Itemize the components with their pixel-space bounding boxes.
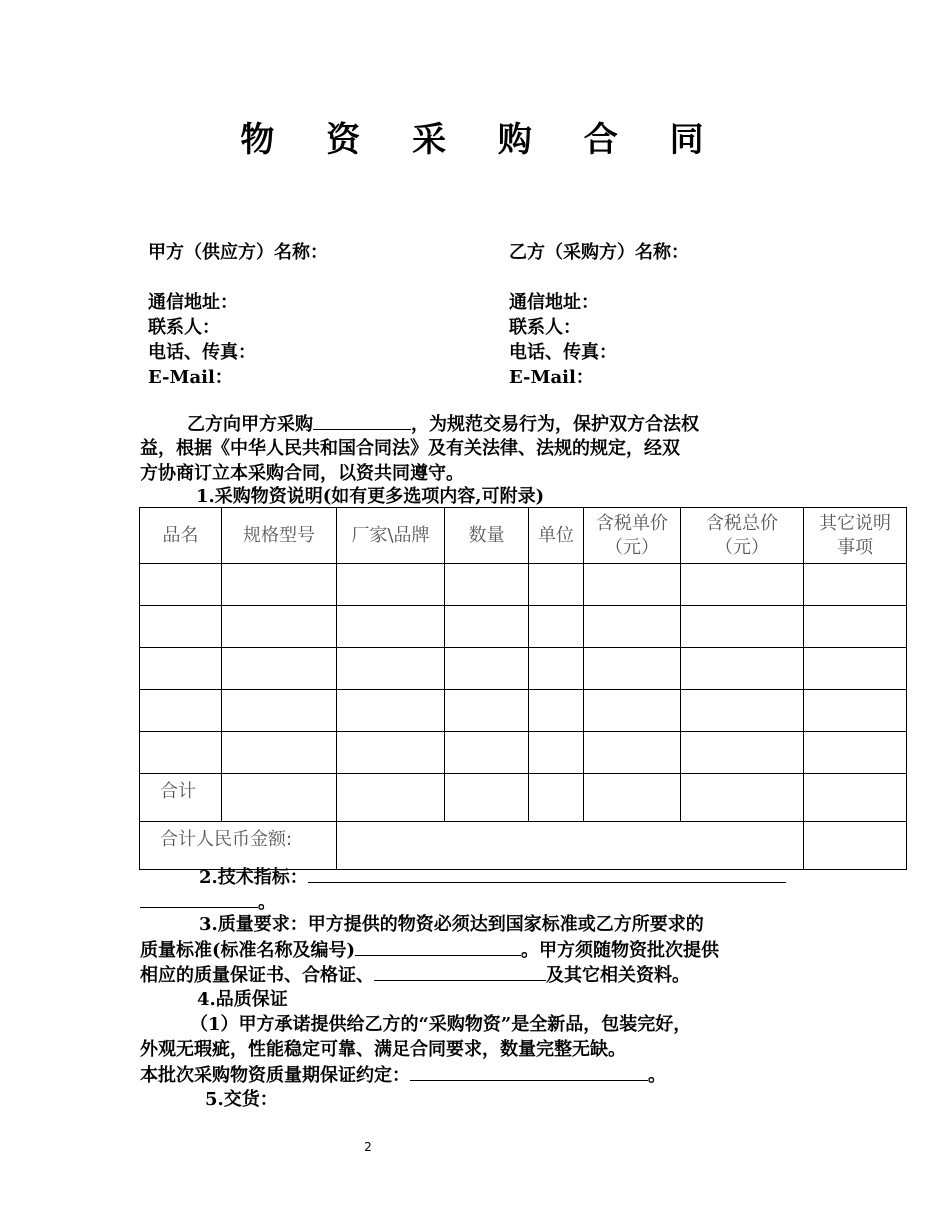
table-cell[interactable] (681, 648, 804, 690)
table-cell[interactable] (584, 648, 681, 690)
header-cell (529, 508, 584, 564)
table-cell[interactable] (445, 648, 529, 690)
table-cell[interactable] (529, 648, 584, 690)
table-cell[interactable] (529, 606, 584, 648)
table-cell[interactable] (445, 606, 529, 648)
table-row (140, 690, 907, 732)
section-3-line-2-end: 。甲方须随物资批次提供 (521, 940, 720, 961)
table-cell[interactable] (337, 606, 445, 648)
table-cell[interactable] (529, 690, 584, 732)
intro-line-3: 方协商订立本采购合同，以资共同遵守。 (140, 463, 464, 484)
header-cell (337, 508, 445, 564)
rmb-total-value-cell[interactable] (337, 822, 804, 870)
header-line-1: 厂家\品牌 (351, 524, 430, 546)
document-title: 物 资 采 购 合 同 (240, 120, 724, 160)
table-cell[interactable] (804, 606, 907, 648)
party-b-address-label: 通信地址： (509, 292, 599, 313)
table-header-row (140, 508, 907, 564)
section-3-line-1: 3.质量要求：甲方提供的物资必须达到国家标准或乙方所要求的 (199, 914, 704, 935)
technical-spec-blank-2[interactable] (140, 889, 258, 908)
table-cell[interactable] (681, 606, 804, 648)
section-4-line-3-start: 本批次采购物资质量期保证约定： (140, 1065, 410, 1086)
table-rmb-total-row (140, 822, 907, 870)
table-cell[interactable] (584, 564, 681, 606)
table-cell[interactable] (681, 690, 804, 732)
table-cell[interactable] (222, 690, 337, 732)
section-5-heading: 5.交货： (205, 1089, 278, 1110)
table-cell[interactable] (222, 774, 337, 822)
section-4-line-3-end: 。 (648, 1065, 666, 1086)
party-a-phone-label: 电话、传真： (148, 342, 256, 363)
table-cell[interactable] (140, 606, 222, 648)
table-cell[interactable] (445, 564, 529, 606)
table-cell[interactable] (337, 564, 445, 606)
intro-line-1 (187, 411, 699, 437)
section-4-line-1: （1）甲方承诺提供给乙方的“采购物资”是全新品，包装完好， (190, 1014, 692, 1035)
table-cell[interactable] (804, 648, 907, 690)
header-line-2: （元） (605, 536, 659, 558)
table-cell[interactable] (337, 690, 445, 732)
table-cell[interactable] (445, 774, 529, 822)
table-cell[interactable] (222, 648, 337, 690)
party-a-email-label: E-Mail： (148, 367, 233, 388)
section-3-line-3-start: 相应的质量保证书、合格证、 (140, 965, 374, 986)
table-cell[interactable] (804, 690, 907, 732)
table-row (140, 648, 907, 690)
table-row (140, 606, 907, 648)
header-cell (584, 508, 681, 564)
party-a-contact-label: 联系人： (148, 317, 220, 338)
table-cell[interactable] (529, 564, 584, 606)
table-cell[interactable] (140, 690, 222, 732)
section-2-end: 。 (258, 892, 276, 913)
table-row (140, 732, 907, 774)
table-cell[interactable] (584, 732, 681, 774)
party-b-name-label: 乙方（采购方）名称： (509, 242, 689, 263)
header-line-1: 数量 (468, 524, 505, 546)
purchase-item-blank[interactable] (313, 411, 411, 430)
intro-line-1-end: ，为规范交易行为，保护双方合法权 (411, 414, 699, 435)
intro-line-2: 益，根据《中华人民共和国合同法》及有关法律、法规的规定，经双 (140, 438, 680, 459)
table-cell[interactable] (337, 774, 445, 822)
header-line-1: 含税总价 (706, 512, 778, 534)
rmb-total-label: 合计人民币金额: (140, 822, 337, 870)
header-line-1: 规格型号 (243, 524, 315, 546)
table-row (140, 564, 907, 606)
party-b-email-label: E-Mail： (509, 367, 594, 388)
section-3-line-3-end: 及其它相关资料。 (546, 965, 690, 986)
section-1-heading: 1.采购物资说明(如有更多选项内容,可附录) (196, 486, 545, 507)
table-cell[interactable] (584, 690, 681, 732)
section-3-line-2 (140, 937, 719, 963)
section-2-line-1 (199, 864, 786, 890)
table-cell[interactable] (529, 774, 584, 822)
quality-standard-blank[interactable] (355, 937, 521, 956)
section-4-heading: 4.品质保证 (197, 989, 288, 1010)
certificate-blank[interactable] (374, 962, 546, 981)
table-cell[interactable] (222, 732, 337, 774)
technical-spec-blank[interactable] (308, 864, 786, 883)
party-b-phone-label: 电话、传真： (509, 342, 617, 363)
table-cell[interactable] (804, 564, 907, 606)
party-a-address-label: 通信地址： (148, 292, 238, 313)
table-cell[interactable] (529, 732, 584, 774)
table-cell[interactable] (337, 648, 445, 690)
table-cell[interactable] (681, 564, 804, 606)
table-cell[interactable] (445, 732, 529, 774)
header-line-1: 品名 (162, 524, 199, 546)
table-cell[interactable] (140, 732, 222, 774)
header-line-1: 其它说明 (819, 512, 891, 534)
table-total-row (140, 774, 907, 822)
table-cell[interactable] (222, 606, 337, 648)
table-cell[interactable] (222, 564, 337, 606)
header-cell (222, 508, 337, 564)
header-line-1: 含税单价 (596, 512, 668, 534)
header-cell (804, 508, 907, 564)
header-cell (681, 508, 804, 564)
header-line-2: 事项 (837, 536, 873, 558)
table-cell[interactable] (804, 774, 907, 822)
section-3-line-2-start: 质量标准(标准名称及编号) (140, 940, 356, 961)
page-number: 2 (364, 1140, 372, 1154)
materials-table (139, 507, 907, 870)
party-b-contact-label: 联系人： (509, 317, 581, 338)
table-cell[interactable] (584, 774, 681, 822)
table-cell[interactable] (584, 606, 681, 648)
section-2-heading: 2.技术指标： (199, 867, 308, 888)
section-3-line-3 (140, 962, 690, 988)
section-4-line-2: 外观无瑕疵，性能稳定可靠、满足合同要求，数量完整无缺。 (140, 1039, 626, 1060)
warranty-period-blank[interactable] (410, 1062, 648, 1081)
table-cell[interactable] (140, 648, 222, 690)
table-cell[interactable] (681, 774, 804, 822)
table-cell[interactable] (445, 690, 529, 732)
header-cell (140, 508, 222, 564)
table-cell[interactable] (804, 732, 907, 774)
section-4-line-3 (140, 1062, 666, 1088)
table-cell[interactable] (140, 564, 222, 606)
table-cell[interactable] (337, 732, 445, 774)
header-cell (445, 508, 529, 564)
header-line-1: 单位 (538, 524, 574, 546)
intro-line-1-start: 乙方向甲方采购 (187, 414, 313, 435)
total-label: 合计 (140, 774, 222, 822)
table-cell[interactable] (804, 822, 907, 870)
party-a-name-label: 甲方（供应方）名称： (148, 242, 328, 263)
table-cell[interactable] (681, 732, 804, 774)
header-line-2: （元） (715, 536, 769, 558)
